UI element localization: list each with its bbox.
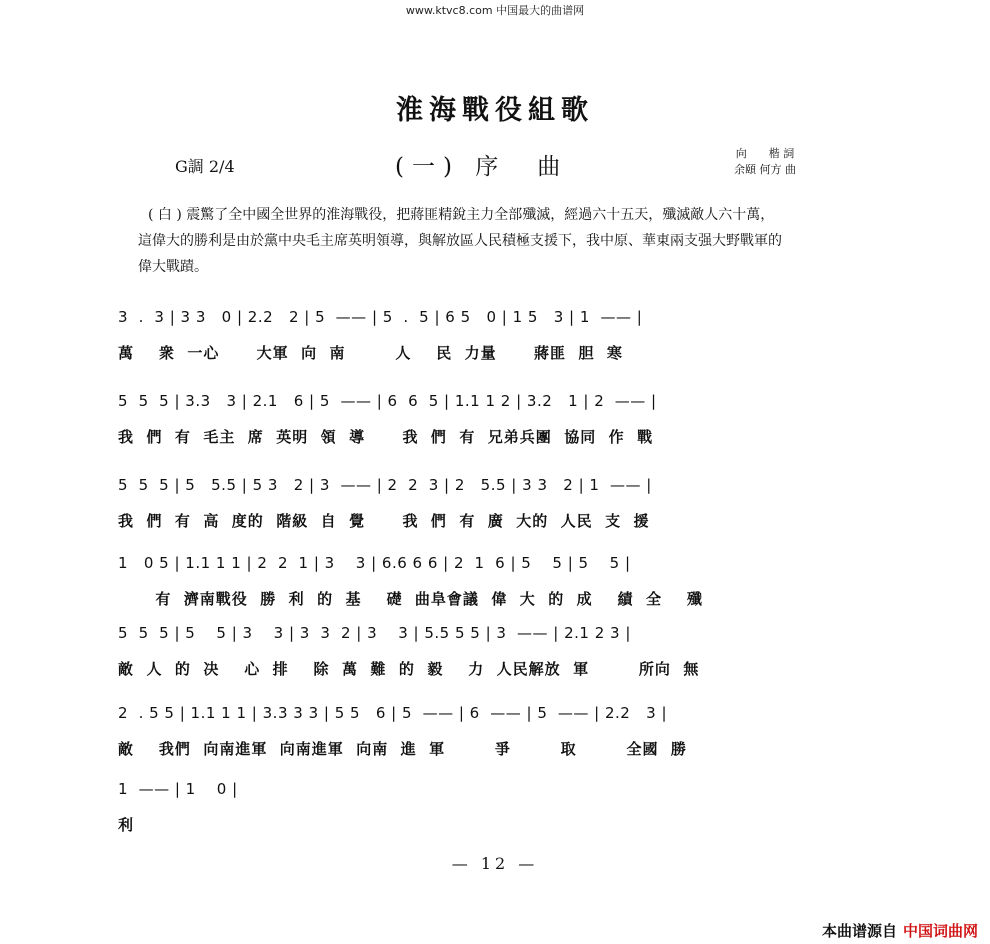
intro-line-2: 這偉大的勝利是由於黨中央毛主席英明領導，與解放區人民積極支援下，我中原、華東兩支强大野戰軍的 <box>138 233 782 249</box>
page-title: 淮海戰役組歌 <box>396 95 594 126</box>
score-line-6 <box>118 694 870 774</box>
notation-text: 1 0 5 | 1.1 1 1 | 2 2 1 | 3 3 | 6.6 6 6 | 2 1 6 | 5 5 | 5 5 | <box>118 554 631 572</box>
notation-row <box>118 466 870 506</box>
score-line-4 <box>118 544 870 624</box>
lyrics-row: 有 濟南戰役 勝 利 的 基 礎 曲阜會議 偉 大 的 成 績 全 殲 <box>118 590 703 608</box>
notation-row <box>118 544 870 584</box>
notation-text: 5 5 5 | 5 5.5 | 5 3 2 | 3 —— | 2 2 3 | 2 5.5 | 3 3 2 | 1 —— | <box>118 476 652 494</box>
key-signature: G調 2/4 <box>175 157 235 176</box>
site-watermark: www.ktvc8.com 中国最大的曲谱网 <box>405 4 585 17</box>
notation-text: 2 . 5 5 | 1.1 1 1 | 3.3 3 3 | 5 5 6 | 5 —— | 6 —— | 5 —— | 2.2 3 | <box>118 704 668 722</box>
lyricist-credit: 向 楷 詞 <box>735 147 795 160</box>
notation-text: 5 5 5 | 3.3 3 | 2.1 6 | 5 —— | 6 6 5 | 1.1 1 2 | 3.2 1 | 2 —— | <box>118 392 657 410</box>
intro-line-1: ( 白 ) 震驚了全中國全世界的淮海戰役，把蔣匪精銳主力全部殲滅，經過六十五天，殲滅敵人六十萬， <box>148 207 775 223</box>
notation-row <box>118 770 870 810</box>
spoken-intro <box>138 202 863 280</box>
lyrics-row: 敵 人 的 决 心 排 除 萬 難 的 毅 力 人民解放 軍 所向 無 <box>118 660 700 678</box>
score-line-3 <box>118 466 870 546</box>
lyrics-row: 利 <box>118 816 135 834</box>
lyrics-row: 萬 衆 一心 大軍 向 南 人 民 力量 蔣匪 胆 寒 <box>118 344 623 362</box>
score-line-2 <box>118 382 870 462</box>
lyrics-row: 我 們 有 毛主 席 英明 領 導 我 們 有 兄弟兵團 協同 作 戰 <box>118 428 654 446</box>
source-brand-link[interactable]: 中国词曲网 <box>902 922 978 940</box>
lyrics-row: 我 們 有 高 度的 階級 自 覺 我 們 有 廣 大的 人民 支 援 <box>118 512 650 530</box>
source-label: 本曲谱源自 <box>821 922 897 940</box>
credits <box>700 146 830 178</box>
intro-line-3: 偉大戰蹟。 <box>138 259 208 275</box>
notation-row <box>118 298 870 338</box>
page-number: — 12 — <box>451 854 539 873</box>
notation-text: 5 5 5 | 5 5 | 3 3 | 3 3 2 | 3 3 | 5.5 5 5 | 3 —— | 2.1 2 3 | <box>118 624 631 642</box>
score-line-1 <box>118 298 870 378</box>
notation-text: 3 . 3 | 3 3 0 | 2.2 2 | 5 —— | 5 . 5 | 6 5 0 | 1 5 3 | 1 —— | <box>118 308 643 326</box>
composer-credit: 余頤 何方 曲 <box>734 163 796 176</box>
score-line-7 <box>118 770 870 850</box>
notation-row <box>118 694 870 734</box>
movement-subtitle: (一) 序 曲 <box>395 154 569 180</box>
score-line-5 <box>118 614 870 694</box>
notation-text: 1 —— | 1 0 | <box>118 780 238 798</box>
notation-row <box>118 614 870 654</box>
notation-row <box>118 382 870 422</box>
lyrics-row: 敵 我們 向南進軍 向南進軍 向南 進 軍 爭 取 全國 勝 <box>118 740 687 758</box>
source-footer <box>822 920 978 941</box>
